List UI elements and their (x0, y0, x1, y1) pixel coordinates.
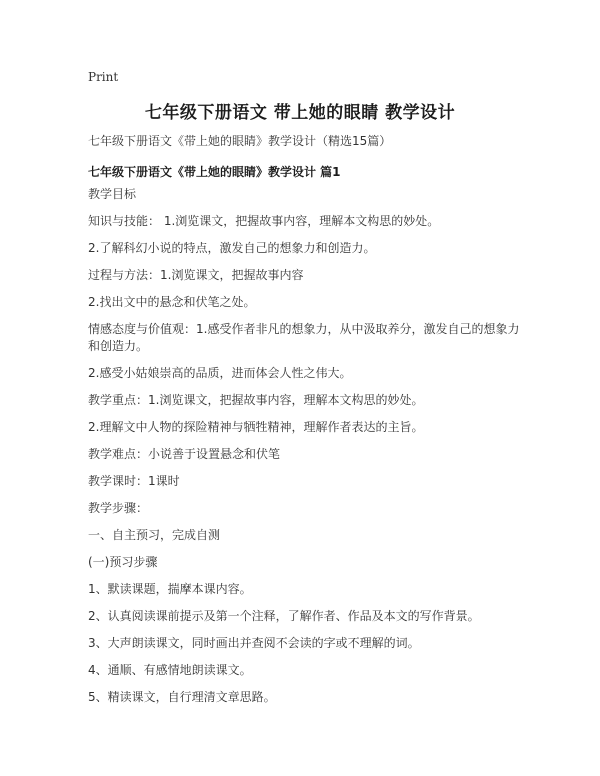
list-item-5: 5、精读课文，自行理清文章思路。 (88, 690, 276, 704)
paragraph-teaching-goals: 教学目标 (88, 187, 137, 201)
paragraph-spirit: 2.理解文中人物的探险精神与牺牲精神，理解作者表达的主旨。 (88, 420, 424, 434)
paragraph-step-one: 一、自主预习，完成自测 (88, 528, 221, 542)
document-body (88, 186, 530, 716)
paragraph-class-hours: 教学课时：1课时 (88, 474, 180, 488)
paragraph-sci-fi-features: 2.了解科幻小说的特点，激发自己的想象力和创造力。 (88, 241, 376, 255)
paragraph-difficulties: 教学难点：小说善于设置悬念和伏笔 (88, 447, 281, 461)
page-title: 七年级下册语文 带上她的眼睛 教学设计 (144, 103, 456, 123)
paragraph-noble-qualities: 2.感受小姑娘崇高的品质，进而体会人性之伟大。 (88, 366, 352, 380)
list-item-2: 2、认真阅读课前提示及第一个注释，了解作者、作品及本文的写作背景。 (88, 609, 480, 623)
list-item-4: 4、通顺、有感情地朗读课文。 (88, 663, 252, 677)
print-label[interactable]: Print (88, 70, 119, 84)
paragraph-key-points: 教学重点：1.浏览课文，把握故事内容，理解本文构思的妙处。 (88, 393, 424, 407)
paragraph-suspense: 2.找出文中的悬念和伏笔之处。 (88, 295, 256, 309)
list-item-3: 3、大声朗读课文，同时画出并查阅不会读的字或不理解的词。 (88, 636, 420, 650)
paragraph-emotion-values: 情感态度与价值观：1.感受作者非凡的想象力，从中汲取养分，激发自己的想象力和创造力。 (88, 322, 520, 353)
paragraph-knowledge-skills: 知识与技能： 1.浏览课文，把握故事内容，理解本文构思的妙处。 (88, 214, 440, 228)
paragraph-preview-steps: (一)预习步骤 (88, 555, 158, 569)
paragraph-steps-label: 教学步骤： (88, 501, 149, 515)
section-heading: 七年级下册语文《带上她的眼睛》教学设计 篇1 (88, 165, 341, 179)
list-item-1: 1、默读课题，揣摩本课内容。 (88, 582, 252, 596)
document-subtitle: 七年级下册语文《带上她的眼睛》教学设计（精选15篇） (88, 134, 392, 148)
paragraph-process-methods: 过程与方法：1.浏览课文，把握故事内容 (88, 268, 304, 282)
